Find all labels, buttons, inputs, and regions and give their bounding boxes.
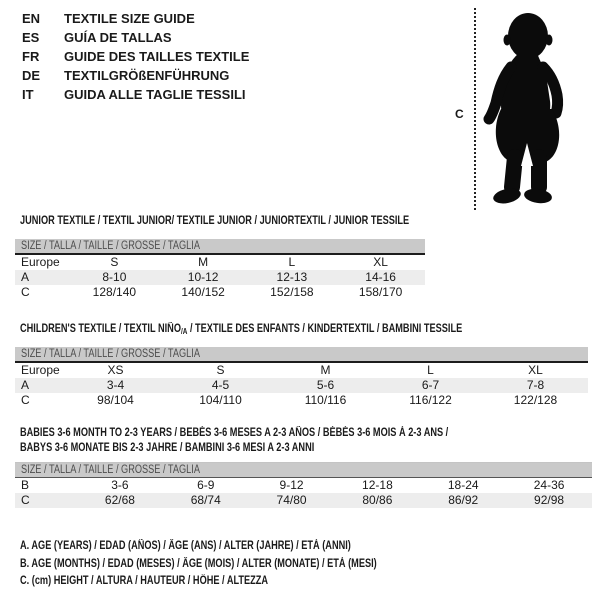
language-list <box>22 9 249 104</box>
row-label: B <box>21 478 30 492</box>
size-cell: 80/86 <box>334 493 420 508</box>
size-cell: 158/170 <box>358 285 403 299</box>
row-label: Europe <box>21 363 60 377</box>
table-row <box>15 285 425 300</box>
table-row <box>15 270 425 285</box>
size-header-bar: SIZE / TALLA / TAILLE / GRÖSSE / TAGLIA <box>15 347 588 362</box>
language-title: TEXTILE SIZE GUIDE <box>64 11 195 26</box>
size-cell: 86/92 <box>420 493 506 508</box>
language-code: IT <box>22 87 34 102</box>
table-row <box>15 493 592 508</box>
language-code: EN <box>22 11 41 26</box>
language-code: ES <box>22 30 40 45</box>
children-size-table <box>15 347 588 408</box>
table-row <box>15 378 588 393</box>
height-measure-dotted-line <box>474 8 476 210</box>
size-cell: 3-4 <box>63 378 168 393</box>
size-cell: 6-9 <box>197 478 215 492</box>
size-header-row <box>15 239 425 254</box>
size-cell: 3-6 <box>111 478 129 492</box>
language-code: FR <box>22 49 40 64</box>
legend-line-b: B. AGE (MONTHS) / EDAD (MESES) / ÂGE (MOIS) / ALTER (MONATE) / ETÀ (MESI) <box>20 557 377 570</box>
table-row <box>15 254 425 270</box>
size-header-row <box>15 463 592 478</box>
size-cell: 128/140 <box>92 285 137 299</box>
babies-title-line1: BABIES 3-6 MONTH TO 2-3 YEARS / BEBÉS 3-6 MESES A 2-3 AÑOS / BÉBÉS 3-6 MOIS À 2-3 ANS / <box>20 427 449 439</box>
row-label: C <box>21 393 30 407</box>
children-title-pre: CHILDREN'S TEXTILE / TEXTIL NIÑO <box>20 323 181 335</box>
junior-section-title: JUNIOR TEXTILE / TEXTIL JUNIOR/ TEXTILE JUNIOR / JUNIORTEXTIL / JUNIOR TESSILE <box>20 215 410 227</box>
row-label: Europe <box>21 255 60 269</box>
legend-line-c: C. (cm) HEIGHT / ALTURA / HAUTEUR / HÖHE / ALTEZZA <box>20 575 269 587</box>
size-cell: 9-12 <box>279 478 304 492</box>
size-cell: 104/110 <box>199 393 242 407</box>
language-row <box>22 85 249 104</box>
size-cell: 7-8 <box>483 378 588 393</box>
language-title: GUIDE DES TAILLES TEXTILE <box>64 49 250 64</box>
size-cell: XL <box>373 255 388 269</box>
language-row <box>22 47 249 66</box>
size-cell: S <box>110 255 119 269</box>
size-cell: 152/158 <box>270 285 314 299</box>
size-cell: 12-13 <box>248 270 337 285</box>
legend-line-a: A. AGE (YEARS) / EDAD (AÑOS) / ÂGE (ANS) / ALTER (JAHRE) / ETÀ (ANNI) <box>20 540 351 552</box>
language-title: GUIDA ALLE TAGLIE TESSILI <box>64 87 246 102</box>
size-cell: 68/74 <box>163 493 249 508</box>
size-cell: 12-18 <box>362 478 393 492</box>
size-header-bar: SIZE / TALLA / TAILLE / GRÖSSE / TAGLIA <box>15 239 425 254</box>
babies-section-title <box>20 426 555 456</box>
size-cell: 74/80 <box>249 493 335 508</box>
row-label: C <box>15 493 77 508</box>
size-cell: 98/104 <box>97 393 134 407</box>
children-title-post: / TEXTILE DES ENFANTS / KINDERTEXTIL / BAMBINI TESSILE <box>187 323 463 335</box>
size-cell: XS <box>107 363 124 377</box>
babies-size-table <box>15 462 592 508</box>
size-cell: L <box>288 255 296 269</box>
size-cell: 10-12 <box>159 270 248 285</box>
language-row <box>22 66 249 85</box>
size-cell: M <box>320 363 331 377</box>
height-measure-label: C <box>455 107 464 121</box>
row-label: C <box>21 285 30 299</box>
row-label: A <box>15 378 63 393</box>
size-cell: S <box>216 363 225 377</box>
size-cell: 92/98 <box>506 493 592 508</box>
size-cell: 4-5 <box>168 378 273 393</box>
junior-size-table <box>15 239 425 300</box>
size-header-row <box>15 347 588 362</box>
table-row <box>15 478 592 494</box>
size-cell: 116/122 <box>409 393 452 407</box>
size-cell: 122/128 <box>513 393 558 407</box>
language-row <box>22 28 249 47</box>
size-cell: 8-10 <box>70 270 159 285</box>
size-cell: 14-16 <box>336 270 425 285</box>
size-cell: XL <box>528 363 543 377</box>
size-header-bar: SIZE / TALLA / TAILLE / GRÖSSE / TAGLIA <box>15 463 592 478</box>
table-row <box>15 393 588 408</box>
language-code: DE <box>22 68 41 83</box>
language-title: GUÍA DE TALLAS <box>64 30 172 45</box>
size-cell: 140/152 <box>181 285 225 299</box>
baby-silhouette <box>481 9 569 205</box>
size-cell: 62/68 <box>77 493 163 508</box>
size-cell: 5-6 <box>273 378 378 393</box>
size-cell: 18-24 <box>447 478 479 492</box>
size-cell: 6-7 <box>378 378 483 393</box>
size-cell: 110/116 <box>304 393 347 407</box>
language-row <box>22 9 249 28</box>
measure-legend <box>20 538 466 591</box>
baby-silhouette-shape <box>489 13 559 205</box>
language-title: TEXTILGRÖßENFÜHRUNG <box>64 68 230 83</box>
row-label: A <box>15 270 70 285</box>
size-cell: L <box>427 363 434 377</box>
babies-title-line2: BABYS 3-6 MONATE BIS 2-3 JAHRE / BAMBINI 3-6 MESI A 2-3 ANNI <box>20 442 315 454</box>
children-title-sub: /A <box>180 327 188 336</box>
children-section-title <box>20 322 573 339</box>
table-row <box>15 362 588 378</box>
size-cell: M <box>198 255 209 269</box>
size-cell: 24-36 <box>533 478 565 492</box>
